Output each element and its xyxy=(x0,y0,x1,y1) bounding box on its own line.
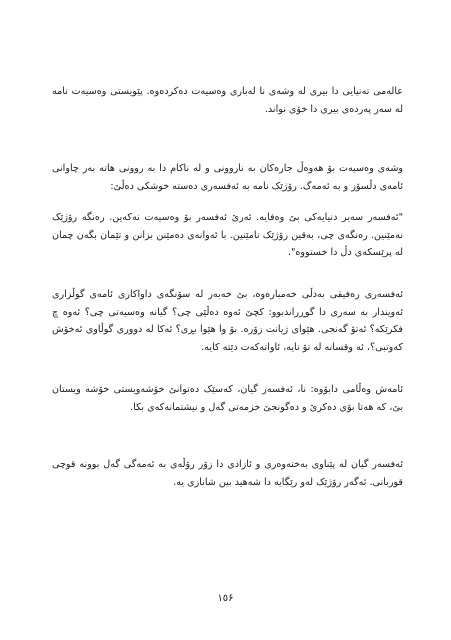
paragraph-6-text: ئەفسەر گیان لە پێناوی بەختەوەری و ئازادی دا زۆر رۆڵەی بە ئەمەگی گەل بوونە قوچی قوربانی. ئەگەر رۆژێک لەو رێگایە دا شەهید بین شانازی یە. xyxy=(52,459,403,488)
paragraph-2 xyxy=(52,160,403,195)
paragraph-1-text: عالەمی تەنیایی دا بیری لە وشەی نا لەباری وەسیەت دەکردەوە. پێویستی وەسیەت نامە لە سەر پەردەی بیری دا خۆی نواند. xyxy=(52,86,403,115)
paragraph-4 xyxy=(52,286,403,356)
paragraph-5 xyxy=(52,381,403,416)
page-number: ١٥۶ xyxy=(217,593,234,604)
paragraph-6 xyxy=(52,456,403,491)
paragraph-1 xyxy=(52,83,403,118)
paragraph-4-text: ئەفسەری رەفیقی بەدڵی خەمبارەوە، بێ خەبەر لە سۆنگەی داواکاری ئامەی گوڵزاری ئەویندار بە سەری دا گوڕراندبوو: کچێ ئەوە دەڵێی چی؟ گیانە وەسیەتی چی؟ ئەوە چ فکرێکە؟ ئەتۆ گەنجی. هێوای ژیانت زۆرە. بۆ وا هێوا بڕی؟ ئەکا لە دووری گوڵاوی ئەخۆش کەوتبی؟، ئە وقسانە لە تۆ نایە، ئاواتەکەت دێتە کایە. xyxy=(52,289,403,353)
paragraph-2-text: وشەی وەسیەت بۆ هەوەڵ جارەکان بە ناروونی و لە ناکام دا بە روونی هاتە بەر چاوانی ئامەی دڵسۆز و بە ئەمەگ. رۆژێک نامە بە ئەفسەری دەستە خوشکی دەڵێ: xyxy=(52,163,403,192)
paragraph-5-text: ئامەش وەڵامی دابۆوە: نا، ئەفسەر گیان، کەسێک دەتوانێ خۆشەویستی خۆشە ویستان بێ، کە هەتا بۆی دەکرێ و دەگونجێ خزمەتی گەل و نیشتمانەکەی بکا. xyxy=(52,384,403,413)
paragraph-3 xyxy=(52,209,403,262)
paragraph-3-text: "ئەفسەر سەیر دنیایەکی بێ وەفایە. ئەرێ ئەفسەر بۆ وەسیەت نەکەین. رەنگە رۆژێک نەمێنین. رەنگەی چی، بەقین رۆژێک نامێنین. با ئەوانەی دەمێنن بزانن و تێمان بگەن چمان لە پرێسکەی دڵ دا خستووە". xyxy=(52,212,403,259)
